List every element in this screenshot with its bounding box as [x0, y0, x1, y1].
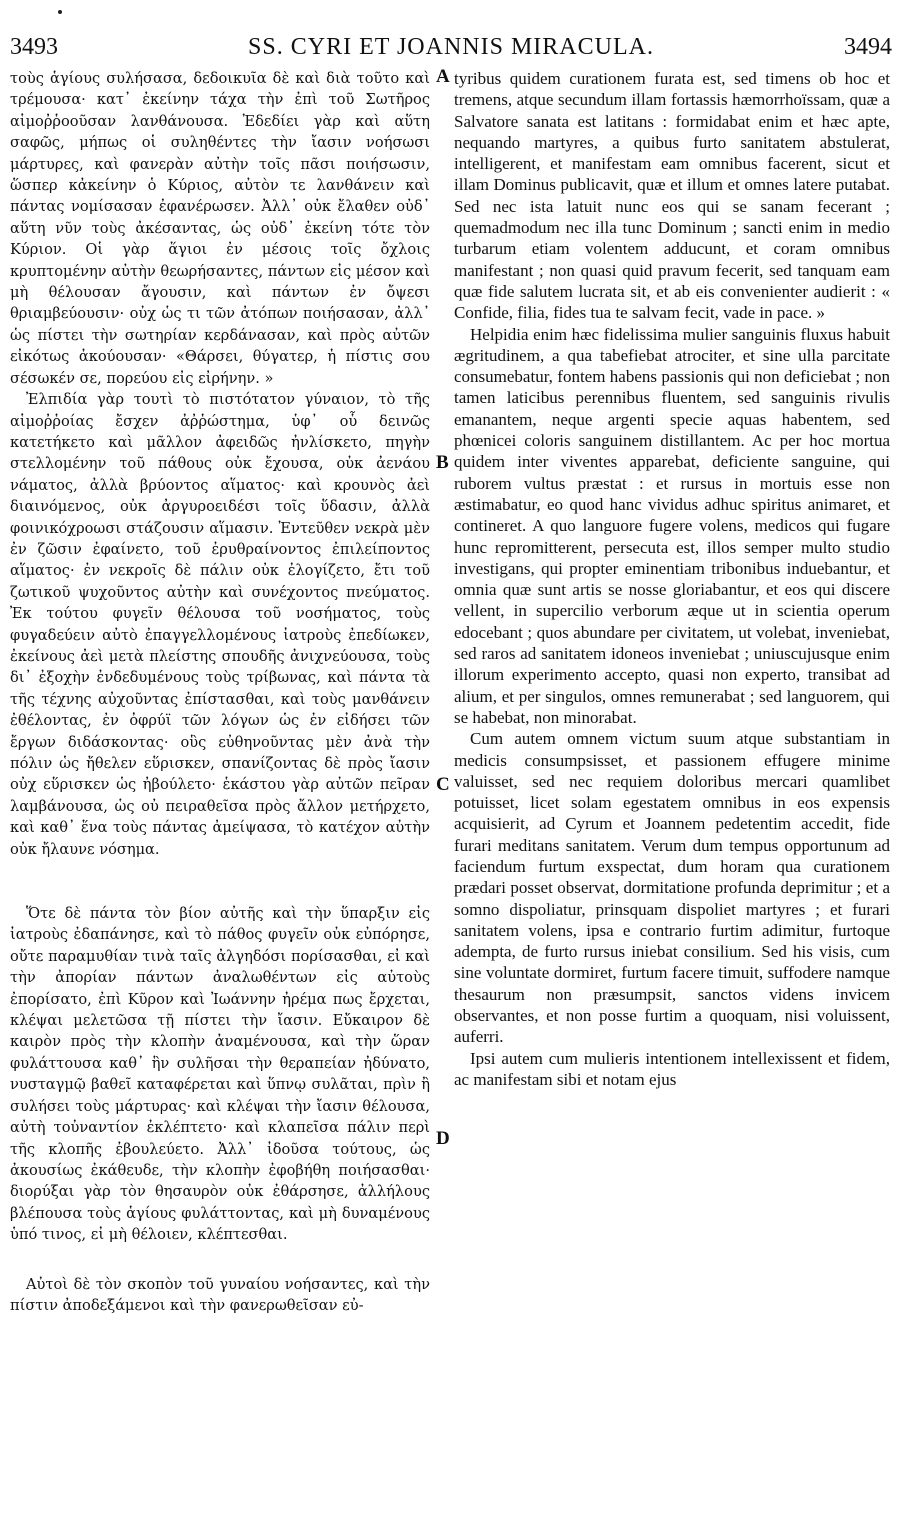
running-title: SS. CYRI ET JOANNIS MIRACULA.: [248, 34, 654, 60]
greek-paragraph-1: τοὺς ἁγίους συλήσασα, δεδοικυῖα δὲ καὶ διὰ τοῦτο καὶ τρέμουσα· κατ᾽ ἐκείνην τάχα τὴν ἐπὶ τοῦ Σωτῆρος αἱμοῤῥοοῦσαν λανθάνουσα. Ἐδεδίει γὰρ καὶ αὕτη σαφῶς, μήπως οἱ συληθέντες τὴν ἴασιν νοήσωσι μάρτυρες, καὶ φανερὰν αὐτὴν τοῖς πᾶσι ποιήσωσιν, ὥσπερ κἀκείνην ὁ Κύριος, αὐτὸν τε λανθάνειν καὶ πάντας νομίσασαν ἐφανέρωσεν. Ἀλλ᾽ οὐκ ἔλαθεν οὐδ᾽ αὕτη νῦν τοὺς ἀκέσαντας, ὡς οὐδ᾽ ἐκείνη τότε τὸν Κύριον. Οἱ γὰρ ἅγιοι ἐν μέσοις τοῖς ὄχλοις κρυπτομένην αὐτὴν θεωρήσαντες, πάντων εἰς μέσον καὶ μὴ θέλουσαν ἄγουσιν, καὶ πάντων ἐν ὄψεσι θριαμβεύουσιν· οὐχ ὡς τι τῶν ἀτόπων ποιήσασαν, ἀλλ᾽ ὡς πίστει τὴν σωτηρίαν κερδάνασαν, καὶ πρὸς αὐτῶν εἰκότως ἀκούουσαν· «Θάρσει, θύγατερ, ἡ πίστις σου σέσωκέν σε, πορεύου εἰς εἰρήνην. »: [10, 70, 430, 387]
greek-column: [10, 68, 430, 1316]
greek-paragraph-3: Ὅτε δὲ πάντα τὸν βίον αὐτῆς καὶ τὴν ὕπαρξιν εἰς ἰατροὺς ἐδαπάνησε, καὶ τὸ πάθος φυγεῖν οὐκ εὐπόρησε, οὔτε παραμυθίαν τινὰ ταῖς ἀλγηδόσι πορίσασθαι, εἰ καὶ τὴν ἀπορίαν πάντων ἀναλωθέντων εἰς αὐτοὺς ἐπορίσατο, ἐπὶ Κῦρον καὶ Ἰωάννην ἠρέμα πως ἔρχεται, κλέψαι μελετῶσα τῇ πίστει τὴν ἴασιν. Εὔκαιρον δὲ καιρὸν πρὸς τὴν κλοπὴν ἀναμένουσα, καὶ τὴν ὥραν φυλάττουσα καθ᾽ ἣν συλῆσαι τὴν θεραπείαν ἠδύνατο, νυσταγμῷ βαθεῖ καταφέρεται καὶ ὕπνῳ συλᾶται, πρὶν ἢ συλήσει τοὺς μάρτυρας· καὶ κλέψαι τὴν ἴασιν θέλουσα, αὐτὴ τοὐναντίον ἐκλέπτετο· καὶ κλαπεῖσα πάλιν περὶ τῆς κλοπῆς ἐβουλεύετο. Ἀλλ᾽ ἰδοῦσα τούτους, ὡς ἀκουσίως ἐκάθευδε, τὴν κλοπὴν ἐφοβήθη ποιήσασθαι· διορύξαι γὰρ τὸν θησαυρὸν οὐκ ἐθάρσησε, ἀλλήλους βλέπουσα τοὺς ἁγίους φυλάττοντας, καὶ μὴ δυναμένους ὑπό τινος, εἰ μὴ θέλοιεν, κλέπτεσθαι.: [10, 905, 430, 1244]
section-marker-a: A: [436, 66, 450, 87]
section-marker-d: D: [436, 1128, 450, 1149]
page-speck: [58, 10, 62, 14]
latin-paragraph-3: Cum autem omnem victum suum atque substantiam in medicis consumpsisset, et passionem effugere minime valuisset, sed nec requiem doloribus mercari quamlibet potuisset, licet solam egestatem omnibus in eos expensis acquisierit, ad Cyrum et Joannem pedetentim accedit, fide furari meditans sanitatem. Verum dum tempus opportunum ad faciendum furtum exspectat, dum horam qua curationem prædari posset observat, dormitatione profunda deprimitur ; et a somno dispoliatur, prinsquam dispoliet martyres ; et furari sanitatem volens, ipsa e contrario furtim adimitur, furtoque adempta, de furto rursus iniebat consilium. Sed his visis, cum sine voluntate dormiret, furtum facere timuit, suffodere namque thesaurum non præsumpsit, sanctos videns invicem observantes, et non posse furtim a quoquam, nisi voluissent, auferri.: [454, 729, 890, 1047]
section-marker-b: B: [436, 452, 449, 473]
greek-paragraph-4: Αὐτοὶ δὲ τὸν σκοπὸν τοῦ γυναίου νοήσαντες, καὶ τὴν πίστιν ἀποδεξάμενοι καὶ τὴν φανερωθεῖσαν εὐ-: [10, 1275, 430, 1314]
page-number-right: 3494: [844, 34, 892, 60]
section-marker-c: C: [436, 774, 450, 795]
running-header: [0, 34, 902, 68]
latin-paragraph-1: tyribus quidem curationem furata est, sed timens ob hoc et tremens, atque secundum illam fortassis hæmorrhoïssam, quæ a Salvatore sanata est latitans : formidabat enim et hæc apte, nequando martyres, a quibus furto sanitatem abstulerat, intelligerent, et manifestam eam omnibus facerent, sicut et illam Dominus publicavit, quæ et illum et omnes latere putabat. Sed nec ista latuit nunc eos qui se sanam fecerant ; quemadmodum nec illa tunc Dominum ; sancti enim in medio turbarum etiam volentem adducunt, et coram omnibus manifestant ; non quasi quid pravum fecerit, sed tanquam eam quæ fide salutem lucrata sit, et ab eis convenienter audierit : « Confide, filia, fides tua te salvam fecit, vade in pace. »: [454, 69, 890, 323]
latin-column: [454, 68, 890, 1090]
latin-paragraph-4: Ipsi autem cum mulieris intentionem intellexissent et fidem, ac manifestam sibi et notam ejus: [454, 1048, 890, 1089]
page-number-left: 3493: [10, 34, 58, 60]
latin-paragraph-2: Helpidia enim hæc fidelissima mulier sanguinis fluxus habuit ægritudinem, a qua tabefiebat atrociter, et sine ulla parcitate consumebatur, fontem habens passionis qui non deficiebat ; non tamen laticibus perennibus fluentem, sed sanguinis rivulis emanantem, neque argenti specie aquas habentem, sed phœnicei coloris sanguinem distillantem. Ac per hoc mortua quidem inter viventes apparebat, deficiente sanguine, qui ruborem vultus præstat : et rursus in mortuis esse non æstimabatur, eo quod hanc vividus adhuc spiritus animaret, et contineret. A quo languore fugere volens, medicos qui fugare hunc repromitterent, persecuta est, illos semper multo studio investigans, qui propter eminentiam tribonibus induebantur, et omnia quæ sunt artis se nosse gloriabantur, et eos qui discere vellent, in supercilio verborum æque ut in scientia operum edocebant ; quos abundare per civitatem, ut volebat, inveniebat, sed raros ad sanitatem idoneos inveniebat ; uniuscujusque enim illorum experimento accepto, quasi non experto, transibat ad alium, et per singulos, omnes remunerabat ; sed languorem, qui se habebat, non minorabat.: [454, 324, 890, 727]
greek-paragraph-2: Ἐλπιδία γὰρ τουτὶ τὸ πιστότατον γύναιον, τὸ τῆς αἱμοῤῥοίας ἔσχεν ἀῤῥώστημα, ὑφ᾽ οὗ δεινῶς κατετήκετο καὶ μᾶλλον ἀφειδῶς ἠνλίσκετο, πηγὴν στελλομένην τοῦ πάθους οὐκ ἔχουσα, οὐκ ἀενάου νάματος, ἀλλὰ βρύοντος αἵματος· καὶ κρουνὸς ἀεὶ διαινόμενος, οὐκ ἀργυροειδέσι τοῖς ὕδασιν, ἀλλὰ φοινικόχροωσι στάζουσιν αἵμασιν. Ἐντεῦθεν νεκρὰ μὲν ἐν ζῶσιν ἐφαίνετο, τοῦ ἐρυθραίνοντος ἐπιλείποντος αἵματος· ἐν νεκροῖς δὲ πάλιν οὐκ ἐλογίζετο, ἔτι τοῦ ζωτικοῦ ψυχοῦντος αὐτὴν καὶ συνέχοντος πνεύματος. Ἐκ τούτου φυγεῖν θέλουσα τοῦ νοσήματος, τοὺς φυγαδεύειν αὐτὸ ἐπαγγελλομένους ἰατροὺς ἐπεδίωκεν, ἐκείνους ἀεὶ μετὰ πλείστης σπουδῆς ἀνιχνεύουσα, τοὺς δι᾽ ἐξοχὴν ἐνδεδυμένους τοὺς τρίβωνας, καὶ πάντα τὰ τῆς τέχνης αὐχοῦντας ἐπίστασθαι, καὶ τοὺς μανθάνειν ἐθέλοντας, ἐν ὀφρύϊ τῶν λόγων ὡς ἐν εἰδήσει τῶν ἔργων διδάσκοντας· οὓς εὐθηνοῦντας μὲν ἀνὰ τὴν πόλιν ὡς ἤθελεν εὕρισκεν, σπανίζοντας δὲ πρὸς ἴασιν οὐχ εὕρισκεν ὡς ἠβούλετο· ἑκάστου γὰρ αὐτῶν πεῖραν λαμβάνουσα, ὡς οὐ πειραθεῖσα πρὸς ἄλλον μετήρχετο, καὶ καθ᾽ ἕνα τοὺς πάντας ἀμείψασα, τὸ κατέχον αὐτὴν οὐκ ἤλαυνε νόσημα.: [10, 391, 430, 858]
